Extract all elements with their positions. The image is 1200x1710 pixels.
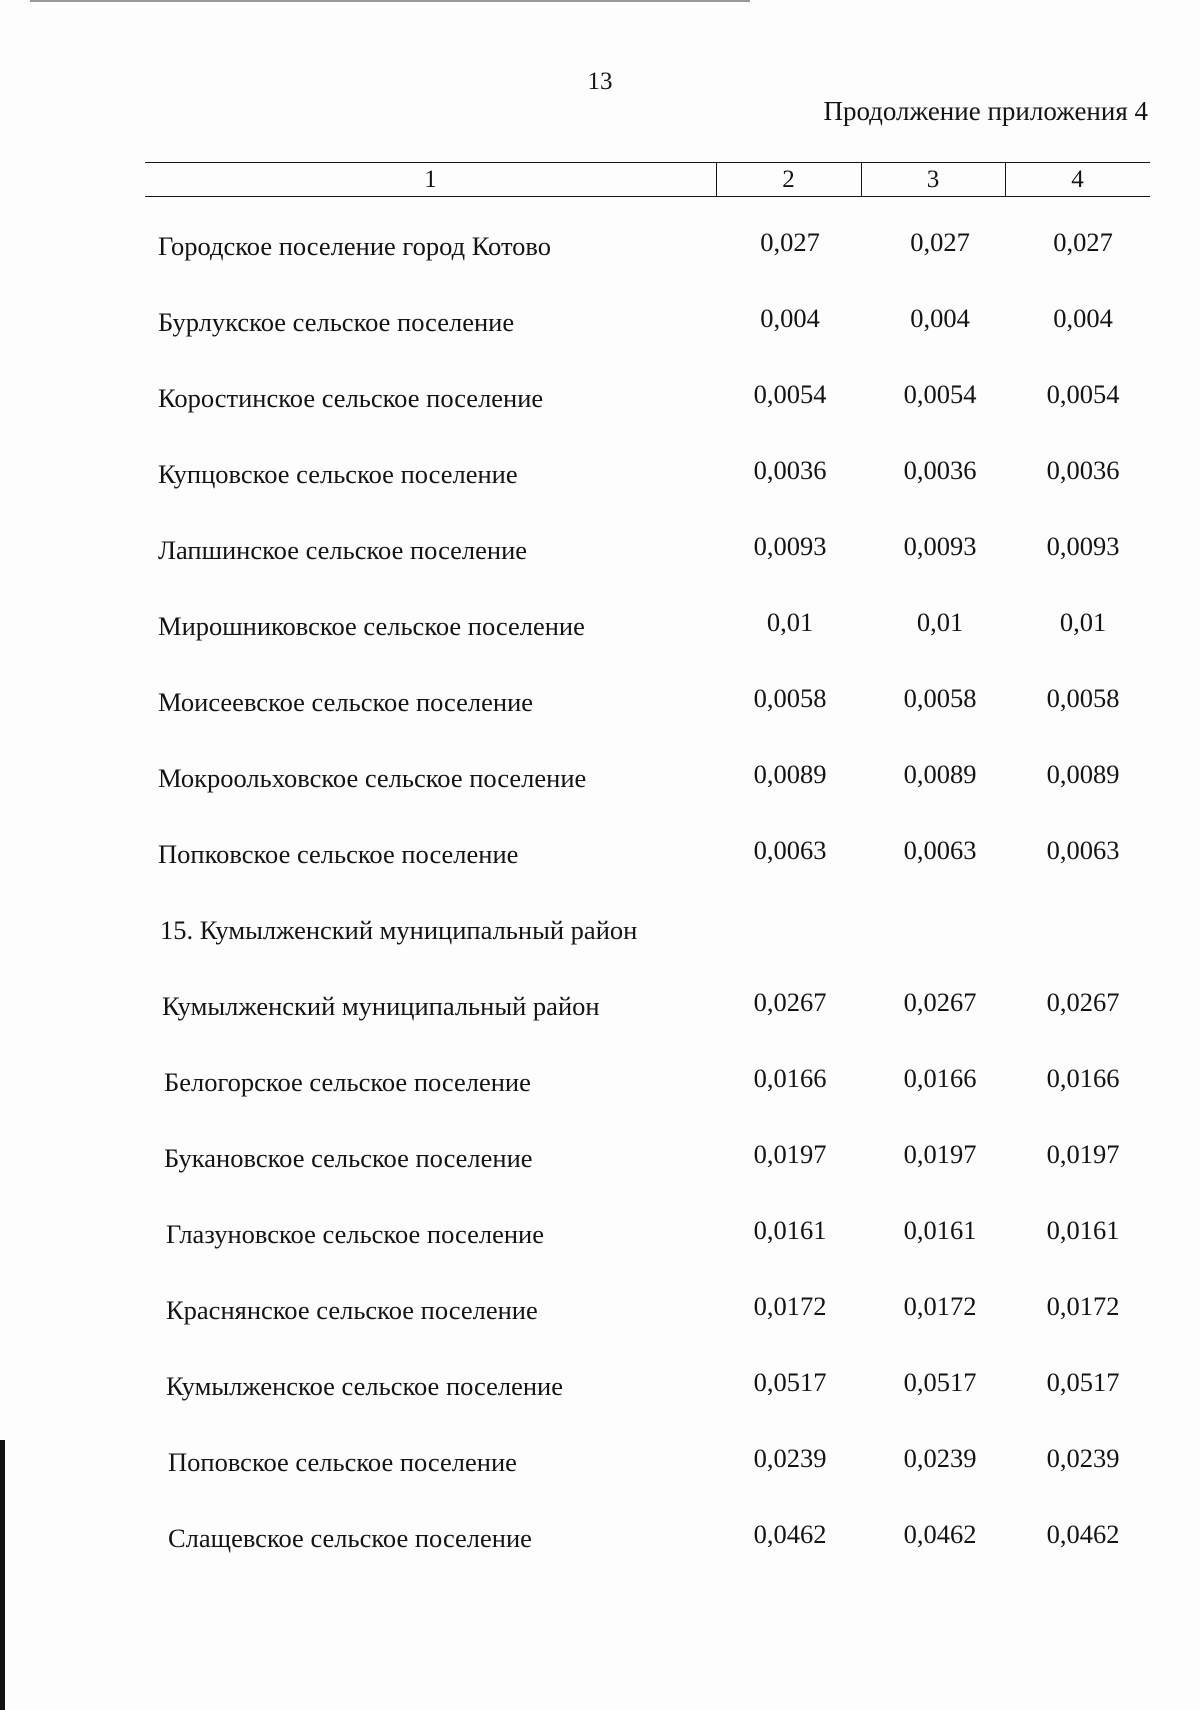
table-row: [0, 531, 1200, 575]
value-col-3: 0,0058: [903, 683, 977, 713]
column-header-4: 4: [1071, 166, 1084, 193]
value-col-4: 0,0063: [1046, 835, 1120, 865]
value-col-3: 0,0036: [903, 455, 977, 485]
value-col-4: 0,0054: [1046, 379, 1120, 409]
value-col-2: 0,0517: [753, 1367, 827, 1397]
value-col-3: 0,004: [910, 303, 970, 333]
table-row: [0, 1519, 1200, 1563]
table-row: [0, 1063, 1200, 1107]
value-col-3: 0,0462: [903, 1519, 977, 1549]
value-col-4: 0,0267: [1046, 987, 1120, 1017]
municipality-name: Мирошниковское сельское поселение: [158, 611, 585, 641]
value-col-4: 0,0197: [1046, 1139, 1120, 1169]
value-col-2: 0,004: [760, 303, 820, 333]
table-row: [0, 835, 1200, 879]
value-col-3: 0,0054: [903, 379, 977, 409]
municipality-name: Глазуновское сельское поселение: [166, 1219, 544, 1249]
value-col-2: 0,0166: [753, 1063, 827, 1093]
value-col-3: 0,0197: [903, 1139, 977, 1169]
value-col-4: 0,0166: [1046, 1063, 1120, 1093]
municipality-name: Поповское сельское поселение: [168, 1447, 517, 1477]
table-row: [0, 759, 1200, 803]
district-section-title: 15. Кумылженский муниципальный район: [160, 915, 638, 945]
table-row: [0, 227, 1200, 271]
municipality-name: Кумылженский муниципальный район: [162, 991, 600, 1021]
value-col-4: 0,0161: [1046, 1215, 1120, 1245]
municipality-name: Слащевское сельское поселение: [168, 1523, 532, 1553]
table-row: [0, 1291, 1200, 1335]
value-col-2: 0,0462: [753, 1519, 827, 1549]
value-col-3: 0,01: [916, 607, 964, 637]
column-header-3: 3: [926, 166, 940, 193]
value-col-4: 0,027: [1053, 227, 1113, 257]
table-row: [0, 607, 1200, 651]
table-row: [0, 303, 1200, 347]
value-col-4: 0,0462: [1046, 1519, 1120, 1549]
municipality-name: Коростинское сельское поселение: [158, 383, 544, 413]
table-row: [0, 683, 1200, 727]
value-col-2: 0,01: [766, 607, 814, 637]
value-col-3: 0,0517: [903, 1367, 977, 1397]
value-col-3: 0,0166: [903, 1063, 977, 1093]
value-col-3: 0,0239: [903, 1443, 977, 1473]
value-col-3: 0,0161: [903, 1215, 977, 1245]
value-col-4: 0,0089: [1046, 759, 1120, 789]
value-col-3: 0,0172: [903, 1291, 977, 1321]
value-col-2: 0,0093: [753, 531, 827, 561]
municipality-name: Краснянское сельское поселение: [166, 1295, 538, 1325]
value-col-4: 0,004: [1053, 303, 1113, 333]
value-col-3: 0,0063: [903, 835, 977, 865]
value-col-2: 0,027: [760, 227, 820, 257]
value-col-3: 0,0089: [903, 759, 977, 789]
table-row: [0, 987, 1200, 1031]
table-row: [0, 1215, 1200, 1259]
appendix-continuation-note: Продолжение приложения 4: [823, 96, 1148, 126]
municipality-name: Попковское сельское поселение: [158, 839, 519, 869]
value-col-4: 0,0239: [1046, 1443, 1120, 1473]
municipality-name: Лапшинское сельское поселение: [158, 535, 528, 565]
municipality-name: Букановское сельское поселение: [164, 1143, 533, 1173]
table-row: [0, 455, 1200, 499]
value-col-2: 0,0058: [753, 683, 827, 713]
municipality-name: Кумылженское сельское поселение: [166, 1371, 563, 1401]
value-col-2: 0,0267: [753, 987, 827, 1017]
value-col-3: 0,027: [910, 227, 970, 257]
value-col-2: 0,0197: [753, 1139, 827, 1169]
municipality-name: Мокроольховское сельское поселение: [158, 763, 587, 793]
value-col-2: 0,0054: [753, 379, 827, 409]
section-heading-row: [0, 915, 1200, 955]
table-row: [0, 379, 1200, 423]
value-col-4: 0,01: [1059, 607, 1107, 637]
value-col-4: 0,0058: [1046, 683, 1120, 713]
value-col-2: 0,0089: [753, 759, 827, 789]
value-col-2: 0,0063: [753, 835, 827, 865]
value-col-4: 0,0517: [1046, 1367, 1120, 1397]
column-header-2: 2: [782, 166, 795, 193]
value-col-3: 0,0267: [903, 987, 977, 1017]
municipality-name: Белогорское сельское поселение: [164, 1067, 531, 1097]
value-col-2: 0,0172: [753, 1291, 827, 1321]
column-header-1: 1: [424, 166, 437, 193]
municipality-name: Бурлукское сельское поселение: [158, 307, 515, 337]
value-col-2: 0,0239: [753, 1443, 827, 1473]
municipality-name: Купцовское сельское поселение: [158, 459, 518, 489]
municipality-name: Городское поселение город Котово: [158, 231, 552, 261]
page-number: 13: [587, 68, 613, 95]
table-row: [0, 1367, 1200, 1411]
value-col-3: 0,0093: [903, 531, 977, 561]
value-col-4: 0,0093: [1046, 531, 1120, 561]
table-row: [0, 1139, 1200, 1183]
value-col-2: 0,0161: [753, 1215, 827, 1245]
municipality-name: Моисеевское сельское поселение: [158, 687, 534, 717]
value-col-4: 0,0172: [1046, 1291, 1120, 1321]
table-row: [0, 1443, 1200, 1487]
value-col-4: 0,0036: [1046, 455, 1120, 485]
value-col-2: 0,0036: [753, 455, 827, 485]
